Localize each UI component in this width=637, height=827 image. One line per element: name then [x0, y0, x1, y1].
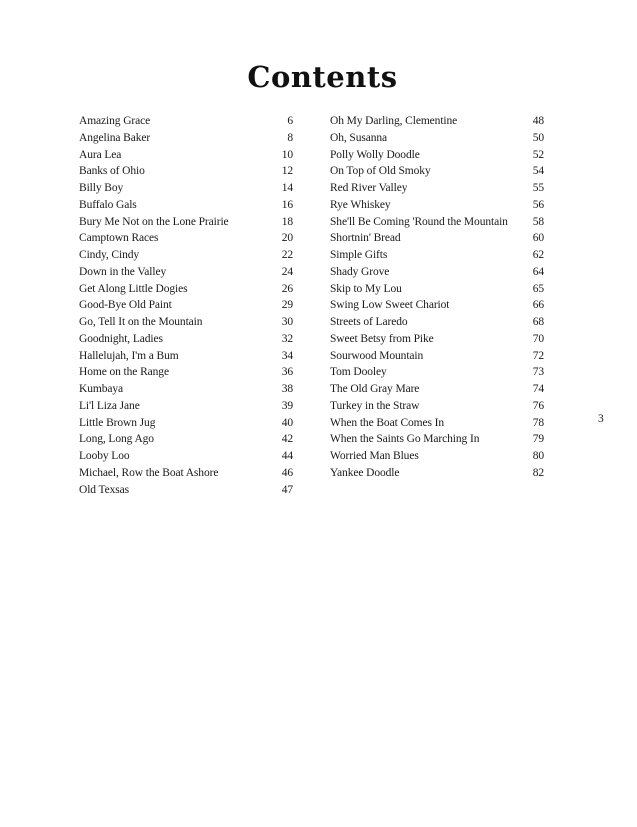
- toc-entry-page: 30: [281, 316, 293, 328]
- toc-entry-page: 20: [281, 232, 293, 245]
- toc-entry-title: Good-Bye Old Paint: [79, 299, 172, 312]
- toc-entry-title: Little Brown Jug: [79, 416, 156, 429]
- toc-entry-title: Polly Wolly Doodle: [330, 148, 420, 161]
- toc-entry: [79, 381, 293, 398]
- toc-entry-page: 44: [281, 450, 293, 462]
- toc-entry: [330, 431, 544, 448]
- toc-entry-page: 54: [532, 165, 544, 178]
- toc-entry-page: 34: [281, 349, 293, 362]
- toc-entry-page: 36: [281, 366, 293, 379]
- toc-entry: [330, 180, 544, 197]
- toc-entry-title: Kumbaya: [79, 383, 124, 395]
- toc-entry: [330, 163, 544, 180]
- toc-entry: [79, 331, 293, 348]
- toc-entry: [79, 465, 293, 482]
- toc-entry-title: She'll Be Coming 'Round the Mountain: [330, 215, 508, 228]
- toc-entry-title: Michael, Row the Boat Ashore: [79, 466, 219, 479]
- toc-entry: [330, 230, 544, 247]
- toc-entry-page: 80: [532, 450, 544, 462]
- toc-entry-title: Worried Man Blues: [330, 450, 419, 462]
- toc-entry-title: Hallelujah, I'm a Bum: [79, 349, 179, 362]
- toc-entry: [79, 297, 293, 314]
- toc-entry-title: Skip to My Lou: [330, 282, 402, 295]
- toc-entry-page: 39: [281, 399, 293, 412]
- toc-entry: [79, 180, 293, 197]
- toc-entry-title: Go, Tell It on the Mountain: [79, 316, 203, 328]
- toc-entry: [330, 381, 544, 398]
- toc-entry: [79, 448, 293, 465]
- toc-entry-page: 68: [532, 316, 544, 328]
- toc-entry-page: 56: [532, 198, 544, 211]
- toc-entry-page: 24: [281, 265, 293, 278]
- toc-entry-page: 79: [532, 433, 544, 446]
- toc-entry-page: 16: [281, 198, 293, 211]
- toc-entry-title: Oh My Darling, Clementine: [330, 115, 458, 127]
- toc-entry: [330, 415, 544, 432]
- toc-entry-title: Get Along Little Dogies: [79, 282, 188, 295]
- toc-entry-page: 47: [281, 483, 293, 496]
- toc-entry: [79, 398, 293, 415]
- toc-entry-title: Down in the Valley: [79, 265, 167, 278]
- toc-entry: [79, 214, 293, 231]
- toc-entry: [330, 247, 544, 264]
- toc-entry-title: Tom Dooley: [330, 366, 387, 379]
- toc-entry: [79, 348, 293, 365]
- toc-entry-page: 60: [532, 232, 544, 245]
- toc-entry-page: 74: [532, 383, 544, 395]
- toc-entry-page: 10: [281, 148, 293, 161]
- toc-entry-page: 38: [281, 383, 293, 395]
- toc-entry: [330, 398, 544, 415]
- toc-entry-page: 14: [281, 182, 293, 194]
- toc-entry: [330, 297, 544, 314]
- toc-entry-title: Sweet Betsy from Pike: [330, 332, 434, 345]
- toc-entry-page: 12: [281, 165, 293, 178]
- toc-entry-page: 48: [532, 115, 544, 127]
- toc-entry: [79, 264, 293, 281]
- toc-entry: [330, 130, 544, 147]
- toc-entry-title: On Top of Old Smoky: [330, 165, 431, 178]
- toc-entry: [330, 214, 544, 231]
- toc-entry-title: Swing Low Sweet Chariot: [330, 299, 450, 312]
- toc-entry-title: Amazing Grace: [79, 115, 151, 127]
- page-number: 3: [598, 413, 604, 425]
- toc-entry-title: The Old Gray Mare: [330, 383, 420, 395]
- toc-entry-page: 70: [532, 332, 544, 345]
- toc-entry-title: Camptown Races: [79, 232, 159, 245]
- toc-entry-page: 58: [532, 215, 544, 228]
- toc-entry: [330, 331, 544, 348]
- toc-entry-title: Turkey in the Straw: [330, 399, 420, 412]
- toc-entry: [79, 230, 293, 247]
- toc-entry: [330, 348, 544, 365]
- toc-entry: [79, 130, 293, 147]
- toc-entry-title: Long, Long Ago: [79, 433, 154, 446]
- toc-entry-page: 42: [281, 433, 293, 446]
- toc-entry-page: 46: [281, 466, 293, 479]
- toc-entry-page: 32: [281, 332, 293, 345]
- contents-right-column: [330, 113, 544, 482]
- page-title: Contents: [247, 60, 398, 94]
- toc-entry-page: 55: [532, 182, 544, 194]
- toc-entry-page: 82: [532, 466, 544, 479]
- toc-entry-title: Streets of Laredo: [330, 316, 408, 328]
- toc-entry: [79, 147, 293, 164]
- toc-entry-title: Aura Lea: [79, 148, 122, 161]
- toc-entry: [330, 448, 544, 465]
- toc-entry-title: Old Texsas: [79, 483, 130, 496]
- toc-entry: [330, 281, 544, 298]
- toc-entry: [79, 197, 293, 214]
- toc-entry: [79, 281, 293, 298]
- toc-entry-title: Looby Loo: [79, 450, 130, 462]
- toc-entry-page: 50: [532, 131, 544, 144]
- toc-entry-title: When the Saints Go Marching In: [330, 433, 480, 446]
- toc-entry: [330, 147, 544, 164]
- toc-entry: [330, 113, 544, 130]
- toc-entry-page: 62: [532, 249, 544, 261]
- toc-entry-page: 66: [532, 299, 544, 312]
- toc-entry-title: Simple Gifts: [330, 249, 388, 261]
- toc-entry-title: Goodnight, Ladies: [79, 332, 163, 345]
- toc-entry-title: Angelina Baker: [79, 131, 151, 144]
- toc-entry: [79, 314, 293, 331]
- toc-entry: [330, 264, 544, 281]
- toc-entry: [79, 113, 293, 130]
- toc-entry-page: 76: [532, 399, 544, 412]
- toc-entry-page: 22: [281, 249, 293, 261]
- toc-entry-title: Buffalo Gals: [79, 198, 137, 211]
- toc-entry: [330, 197, 544, 214]
- toc-entry-title: Li'l Liza Jane: [79, 399, 140, 412]
- toc-entry-page: 29: [281, 299, 293, 312]
- toc-entry-page: 52: [532, 148, 544, 161]
- toc-entry-title: Sourwood Mountain: [330, 349, 424, 362]
- toc-entry-page: 65: [532, 282, 544, 295]
- toc-entry-title: Banks of Ohio: [79, 165, 145, 178]
- toc-entry: [79, 431, 293, 448]
- toc-entry-page: 26: [281, 282, 293, 295]
- toc-entry-title: Red River Valley: [330, 182, 408, 194]
- toc-entry: [330, 364, 544, 381]
- toc-entry-title: When the Boat Comes In: [330, 416, 445, 429]
- toc-entry-title: Billy Boy: [79, 182, 124, 194]
- toc-entry-page: 8: [287, 131, 293, 144]
- toc-entry: [330, 314, 544, 331]
- toc-entry: [79, 482, 293, 499]
- toc-entry: [79, 415, 293, 432]
- toc-entry-page: 40: [281, 416, 293, 429]
- toc-entry-title: Shortnin' Bread: [330, 232, 401, 245]
- toc-entry-page: 73: [532, 366, 544, 379]
- toc-entry-page: 6: [287, 115, 293, 127]
- toc-entry-page: 78: [532, 416, 544, 429]
- toc-entry-title: Cindy, Cindy: [79, 249, 140, 261]
- toc-entry-title: Oh, Susanna: [330, 131, 388, 144]
- toc-entry-title: Shady Grove: [330, 265, 390, 278]
- toc-entry-page: 18: [281, 215, 293, 228]
- toc-entry-title: Rye Whiskey: [330, 198, 391, 211]
- toc-entry-title: Yankee Doodle: [330, 466, 400, 479]
- contents-left-column: [79, 113, 293, 498]
- toc-entry: [79, 247, 293, 264]
- toc-entry-title: Bury Me Not on the Lone Prairie: [79, 215, 229, 228]
- toc-entry-title: Home on the Range: [79, 366, 169, 379]
- toc-entry: [79, 364, 293, 381]
- toc-entry: [79, 163, 293, 180]
- toc-entry-page: 72: [532, 349, 544, 362]
- toc-entry: [330, 465, 544, 482]
- toc-entry-page: 64: [532, 265, 544, 278]
